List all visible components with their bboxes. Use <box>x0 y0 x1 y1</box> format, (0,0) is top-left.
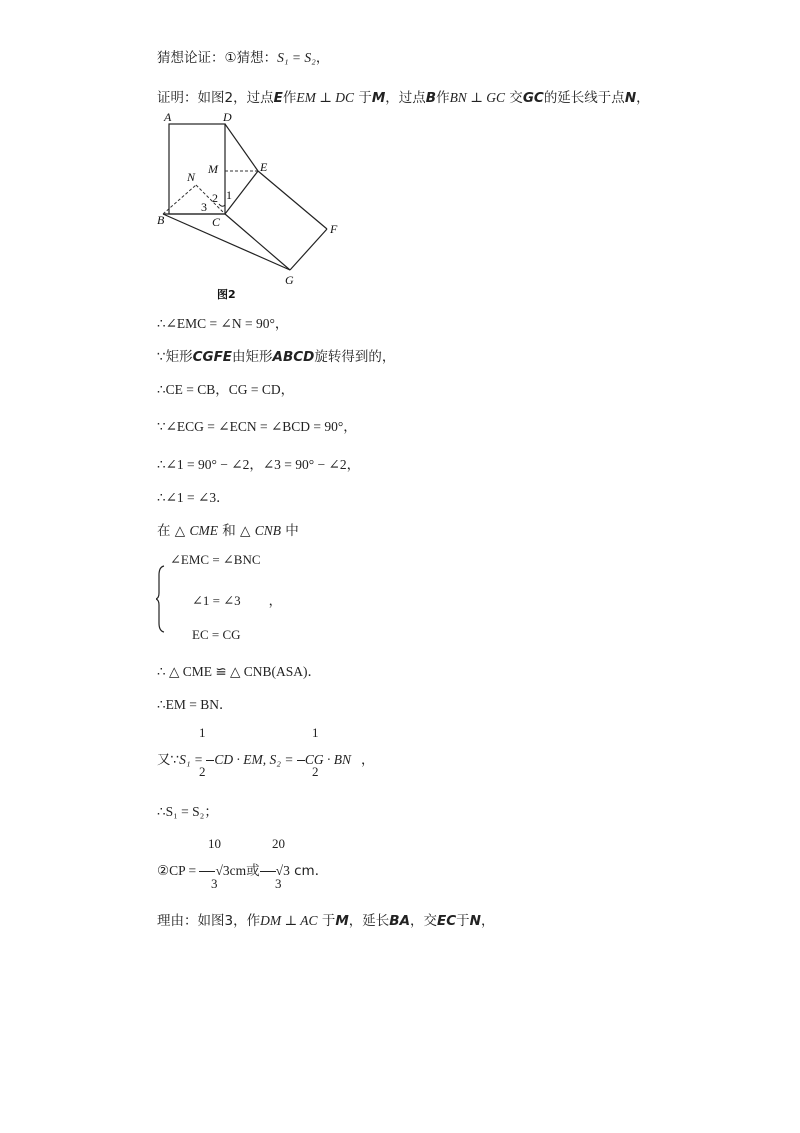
congruence-conclusion: ∴ △ CME ≌ △ CNB(ASA)． <box>157 664 322 679</box>
text-seg: 的延长线于点 <box>543 90 625 106</box>
label-angle-2: 2 <box>212 191 218 205</box>
condition-angle-2 <box>192 590 282 609</box>
fraction-bar <box>199 871 215 872</box>
point-label: B <box>425 90 437 106</box>
perpendicular-formula: DM ⊥ AC <box>260 913 318 928</box>
text-seg: 作 <box>436 90 450 106</box>
conjecture-label: 猜想论证：①猜想： <box>157 50 278 66</box>
text-seg: ，过点 <box>385 90 426 106</box>
formula-seg: ②CP = <box>157 863 200 878</box>
label-m: M <box>208 162 218 176</box>
shape-label: ABCD <box>272 349 315 365</box>
text-seg: 又∵ <box>157 752 180 768</box>
angle-arc <box>219 204 225 206</box>
left-brace <box>156 565 166 633</box>
segment-de <box>225 124 258 171</box>
punct: ， <box>268 593 282 608</box>
fraction-denominator: 2 <box>312 764 319 779</box>
perpendicular-formula: EM ⊥ DC <box>296 90 355 105</box>
triangle-label: CME <box>189 523 218 538</box>
fraction-numerator: 1 <box>312 725 319 740</box>
unit: cm． <box>289 863 329 879</box>
fraction-numerator: 1 <box>199 725 206 740</box>
formula-seg: S₁ = <box>179 752 207 767</box>
text-seg: 和 △ <box>217 523 255 539</box>
triangle-compare-line <box>157 519 299 539</box>
text-seg: 旋转得到的， <box>314 349 396 365</box>
condition-text: ∠1 = ∠3 <box>192 593 241 608</box>
proof-intro-line <box>157 86 650 106</box>
label-f: F <box>330 222 338 236</box>
text-seg: 由矩形 <box>232 349 273 365</box>
fraction-denominator: 3 <box>211 876 218 891</box>
proof-step: ∴∠1 = 90° − ∠2，∠3 = 90° − ∠2， <box>157 457 361 472</box>
point-label: N <box>469 913 481 929</box>
proof-conclusion: ∴S₁ = S₂； <box>157 804 218 819</box>
proof-step: ∵∠ECG = ∠ECN = ∠BCD = 90°， <box>157 419 357 434</box>
label-b: B <box>157 213 165 227</box>
figure-caption: 图2 <box>217 288 236 301</box>
conjecture-line <box>157 46 329 66</box>
segment-ef <box>258 171 327 229</box>
label-c: C <box>212 215 221 229</box>
text-seg: ，延长 <box>348 913 390 929</box>
text-seg: ∵矩形 <box>157 349 193 365</box>
geometry-figure-2 <box>150 105 350 305</box>
text-seg: 于 <box>456 913 470 929</box>
fraction-numerator: 20 <box>272 836 285 851</box>
text-seg: 作 <box>282 90 297 106</box>
text-seg: 证明：如图2，过点 <box>157 90 274 106</box>
proof-step: ∴EM = BN． <box>157 697 233 712</box>
text-seg: 于 <box>317 913 336 929</box>
text-seg: 于 <box>354 90 372 106</box>
reason-line <box>157 909 494 929</box>
label-d: D <box>223 110 232 124</box>
text-seg: 交 <box>505 90 523 106</box>
proof-step: ∴∠EMC = ∠N = 90°， <box>157 316 289 331</box>
segment-label: BA <box>389 913 411 929</box>
condition-angle: ∠EMC = ∠BNC <box>170 552 261 567</box>
text-seg: 在 △ <box>157 523 190 539</box>
label-a: A <box>164 110 172 124</box>
proof-step <box>157 345 395 365</box>
punct: ， <box>360 752 375 768</box>
sqrt-value: √3 <box>275 863 290 878</box>
fraction-denominator: 3 <box>275 876 282 891</box>
formula-seg: CD · EM, S₂ = <box>214 752 297 767</box>
fraction-bar <box>260 871 276 872</box>
condition-side: EC = CG <box>192 627 241 642</box>
label-g: G <box>285 273 294 287</box>
text-seg: ， <box>636 90 650 106</box>
area-formula-line <box>157 748 374 768</box>
dashed-bn <box>163 185 196 214</box>
text-seg: ， <box>480 913 495 929</box>
punct: ， <box>315 50 330 66</box>
answer-cp-line <box>157 859 328 879</box>
proof-step: ∴CE = CB，CG = CD， <box>157 382 295 397</box>
text-seg: 中 <box>281 523 299 539</box>
proof-step: ∴∠1 = ∠3． <box>157 490 230 505</box>
fraction-numerator: 10 <box>208 836 221 851</box>
label-e: E <box>260 160 268 174</box>
conjecture-formula: S₁ = S₂ <box>277 50 316 65</box>
label-angle-1: 1 <box>226 188 232 202</box>
label-n: N <box>187 170 196 184</box>
label-angle-3: 3 <box>201 200 207 214</box>
or-word: 或 <box>246 863 260 879</box>
fraction-bar <box>297 760 305 761</box>
perpendicular-formula: BN ⊥ GC <box>449 90 506 105</box>
segment-cg <box>225 214 290 270</box>
point-label: M <box>335 913 349 929</box>
point-label: N <box>624 90 637 106</box>
shape-label: CGFE <box>192 349 233 365</box>
segment-label: EC <box>437 913 457 929</box>
point-label: E <box>273 90 283 106</box>
text-seg: ，交 <box>410 913 438 929</box>
segment-fg <box>290 229 327 270</box>
unit: cm <box>229 863 247 878</box>
fraction-denominator: 2 <box>199 764 206 779</box>
text-seg: 理由：如图3，作 <box>157 913 261 929</box>
sqrt-value: √3 <box>215 863 230 878</box>
triangle-label: CNB <box>254 523 281 538</box>
segment-label: GC <box>522 90 544 106</box>
segment-bg <box>163 214 290 270</box>
formula-seg: CG · BN <box>304 752 351 767</box>
point-label: M <box>371 90 386 106</box>
